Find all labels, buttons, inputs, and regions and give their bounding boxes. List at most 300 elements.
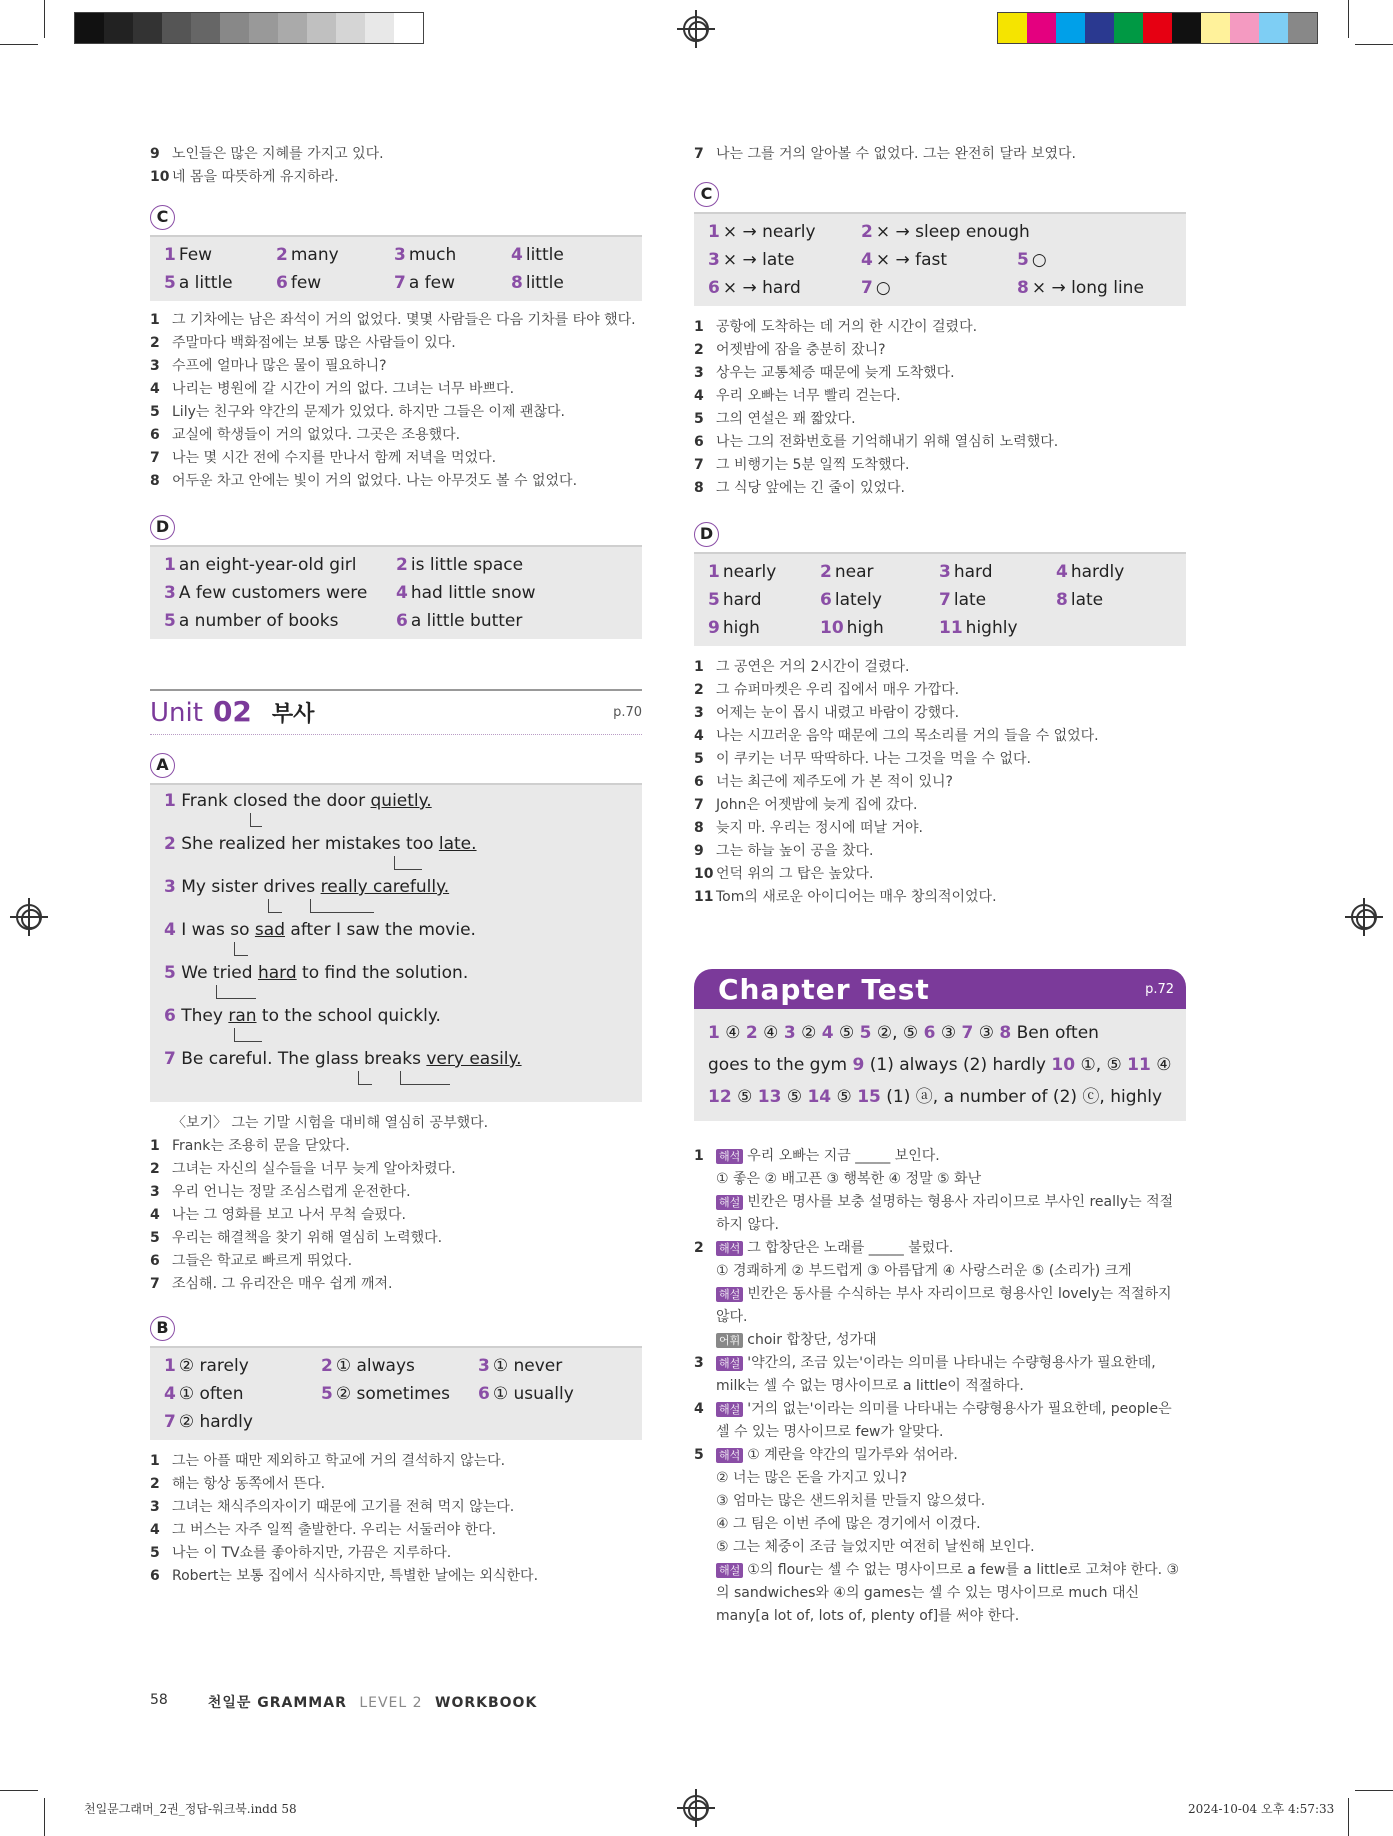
- answer-cell: [820, 590, 939, 610]
- list-item: [694, 385, 1186, 408]
- item-text: 나는 몇 시간 전에 수지를 만나서 함께 저녁을 먹었다.: [172, 450, 497, 466]
- answer-number: 5: [164, 611, 176, 631]
- list-item: [694, 840, 1186, 863]
- item-number: 3: [150, 1499, 160, 1515]
- explanation-item: [694, 1283, 1186, 1329]
- answer-text: ②: [801, 1023, 817, 1043]
- chapter-test-header: [694, 969, 1186, 1009]
- answer-cell: [939, 590, 1056, 610]
- crop-mark: [44, 1798, 45, 1836]
- item-text: 노인들은 많은 지혜를 가지고 있다.: [172, 146, 384, 162]
- answer-text: ②, ⑤: [876, 1023, 919, 1043]
- unit-header: [150, 689, 642, 735]
- registration-mark-icon: [1351, 904, 1377, 930]
- list-item: [694, 431, 1186, 454]
- explanation-item: [694, 1490, 1186, 1513]
- list-item: [694, 679, 1186, 702]
- crop-mark: [1355, 44, 1393, 45]
- item-number: 2: [694, 1240, 704, 1256]
- answer-text: a little: [178, 273, 233, 293]
- answer-number: 6: [396, 611, 408, 631]
- answer-text: ① usually: [492, 1384, 574, 1404]
- answer-text: ③: [940, 1023, 957, 1043]
- list-item: [694, 702, 1186, 725]
- print-slug-left: 천일문그래머_2권_정답-워크북.indd 58: [84, 1802, 297, 1816]
- list-item: [150, 1542, 642, 1565]
- item-number: 6: [694, 774, 704, 790]
- explanation-item: [694, 1444, 1186, 1467]
- item-text: 그 버스는 자주 일찍 출발한다. 우리는 서둘러야 한다.: [172, 1522, 497, 1538]
- item-text: 상우는 교통체증 때문에 늦게 도착했다.: [716, 365, 955, 381]
- explanation-item: [694, 1329, 1186, 1352]
- crop-mark: [44, 0, 45, 38]
- chapter-test-answer-box: [694, 1009, 1186, 1121]
- item-number: [694, 1559, 716, 1628]
- answer-cell: [708, 278, 861, 298]
- item-number: 8: [694, 480, 704, 496]
- item-text: 그는 하늘 높이 공을 찼다.: [716, 843, 874, 859]
- explanation-body: 우리 오빠는 지금 _____ 보인다.: [747, 1148, 940, 1164]
- item-number: 6: [694, 434, 704, 450]
- item-text: 나는 그를 거의 알아볼 수 없었다. 그는 완전히 달라 보였다.: [716, 146, 1077, 162]
- list-item: [150, 1473, 642, 1496]
- modified-word: quietly.: [370, 791, 432, 811]
- answer-text: hardly: [1070, 562, 1125, 582]
- answer-number: 5: [164, 273, 176, 293]
- answer-number: 10: [820, 618, 844, 638]
- list-item: [694, 886, 1186, 909]
- item-text: 우리 언니는 정말 조심스럽게 운전한다.: [172, 1184, 411, 1200]
- answer-cell: [276, 245, 394, 265]
- sentence-text: to find the solution.: [296, 963, 469, 983]
- item-number: 3: [150, 1184, 160, 1200]
- answer-text: nearly: [722, 562, 777, 582]
- answer-cell: [820, 562, 939, 582]
- list-item: [150, 1158, 642, 1181]
- answer-text: little: [525, 273, 564, 293]
- section-d-header: D: [150, 515, 642, 540]
- answer-number: 2: [276, 245, 288, 265]
- answer-text: lately: [834, 590, 882, 610]
- modification-arrow-icon: [250, 813, 262, 827]
- explanation-body: 빈칸은 동사를 수식하는 부사 자리이므로 형용사인 lovely는 적절하지 않다.: [716, 1286, 1172, 1325]
- item-text: 그 비행기는 5분 일찍 도착했다.: [716, 457, 910, 473]
- item-number: [694, 1260, 716, 1283]
- item-number: 4: [150, 1522, 160, 1538]
- explanation-body: 그 합창단은 노래를 _____ 불렀다.: [747, 1240, 954, 1256]
- color-swatch: [1143, 13, 1172, 43]
- page-number: 58: [150, 1692, 168, 1708]
- list-item: [150, 1204, 642, 1227]
- answer-text: Ben often: [1016, 1023, 1099, 1043]
- answer-cell: [820, 618, 939, 638]
- item-text: 네 몸을 따뜻하게 유지하라.: [172, 169, 339, 185]
- section-b-answer-box: [150, 1346, 642, 1440]
- answer-text: Few: [178, 245, 213, 265]
- answer-number: 4: [861, 250, 873, 270]
- answer-cell: [861, 250, 1017, 270]
- list-item: [150, 447, 642, 470]
- item-number: 4: [694, 388, 704, 404]
- answer-number: 4: [1056, 562, 1068, 582]
- sentence-text: My sister drives: [181, 877, 321, 897]
- item-number: 1: [694, 659, 704, 675]
- explanation-body: ③ 엄마는 많은 샌드위치를 만들지 않으셨다.: [716, 1493, 986, 1509]
- answer-text: little: [525, 245, 564, 265]
- list-item: [694, 477, 1186, 500]
- item-number: 4: [150, 381, 160, 397]
- color-swatch: [1114, 13, 1143, 43]
- item-text: 그들은 학교로 빠르게 뛰었다.: [172, 1253, 353, 1269]
- explanation-body: ① 좋은 ② 배고픈 ③ 행복한 ④ 정말 ⑤ 화난: [716, 1171, 982, 1187]
- answer-cell: [511, 273, 621, 293]
- explanation-tag: 해석: [716, 1448, 743, 1463]
- answer-text: ⑤: [838, 1023, 855, 1043]
- modification-arrow-icon: [234, 1028, 262, 1042]
- explanation-text: [716, 1260, 1186, 1283]
- answer-cell: [394, 245, 511, 265]
- item-number: 9: [694, 843, 704, 859]
- item-number: 5: [694, 411, 704, 427]
- item-text: 우리는 해결책을 찾기 위해 열심히 노력했다.: [172, 1230, 443, 1246]
- item-text: Robert는 보통 집에서 식사하지만, 특별한 날에는 외식한다.: [172, 1568, 539, 1584]
- answer-cell: [1056, 562, 1166, 582]
- item-number: [694, 1490, 716, 1513]
- item-number: 2: [150, 1476, 160, 1492]
- item-number: 1: [150, 1138, 160, 1154]
- color-swatch: [1288, 13, 1317, 43]
- explanation-body: ① 경쾌하게 ② 부드럽게 ③ 아름답게 ④ 사랑스러운 ⑤ (소리가) 크게: [716, 1263, 1132, 1279]
- list-item: [694, 817, 1186, 840]
- explanation-text: [716, 1352, 1186, 1398]
- answer-number: 4: [511, 245, 523, 265]
- answer-cell: [708, 222, 861, 242]
- explanation-item: [694, 1398, 1186, 1444]
- answer-number: 3: [783, 1023, 796, 1043]
- section-d-answer-box: [150, 545, 642, 639]
- answer-number: 1: [708, 222, 720, 242]
- answer-cell: [396, 555, 626, 575]
- answer-cell: [511, 245, 621, 265]
- sentence-number: 7: [164, 1049, 176, 1069]
- answer-text: near: [834, 562, 874, 582]
- explanation-item: [694, 1237, 1186, 1260]
- item-text: 언덕 위의 그 탑은 높았다.: [716, 866, 874, 882]
- item-text: 늦지 마. 우리는 정시에 떠날 거야.: [716, 820, 923, 836]
- answer-text: high: [846, 618, 884, 638]
- section-c-header: C: [694, 182, 1186, 207]
- registration-mark-icon: [16, 904, 42, 930]
- explanation-item: [694, 1168, 1186, 1191]
- answer-number: 11: [939, 618, 963, 638]
- answer-text: hard: [953, 562, 993, 582]
- explanation-text: [716, 1398, 1186, 1444]
- explanation-tag: 해설: [716, 1195, 743, 1210]
- answer-text: × → long line: [1031, 278, 1144, 298]
- sentence-item: [164, 1006, 628, 1049]
- answer-cell: [164, 611, 396, 631]
- answer-text: ② sometimes: [335, 1384, 451, 1404]
- answer-number: 5: [708, 590, 720, 610]
- sentence-number: 2: [164, 834, 176, 854]
- continued-answers: [150, 143, 642, 189]
- answer-text: high: [722, 618, 760, 638]
- item-text: 나는 그 영화를 보고 나서 무척 슬펐다.: [172, 1207, 407, 1223]
- answer-text: is little space: [410, 555, 524, 575]
- answer-number: 2: [861, 222, 873, 242]
- answer-number: 7: [164, 1412, 176, 1432]
- sentence-number: 1: [164, 791, 176, 811]
- item-number: 4: [694, 1401, 704, 1417]
- answer-text: (1) ⓐ, a number of (2) ⓒ, highly: [886, 1087, 1163, 1107]
- section-a-answer-box: [150, 783, 642, 1102]
- item-number: 6: [150, 1253, 160, 1269]
- gray-swatch: [336, 13, 365, 43]
- answer-text: late: [953, 590, 987, 610]
- list-item: [694, 143, 1186, 166]
- answer-cell: [478, 1356, 628, 1376]
- answer-number: 5: [321, 1384, 333, 1404]
- answer-number: 7: [861, 278, 873, 298]
- item-number: 1: [694, 319, 704, 335]
- list-item: [150, 309, 642, 332]
- explanation-text: [716, 1513, 1186, 1536]
- list-item: [150, 470, 642, 493]
- gray-swatch: [220, 13, 249, 43]
- book-level: LEVEL 2: [359, 1695, 423, 1711]
- answer-cell: [478, 1384, 628, 1404]
- answer-number: 5: [859, 1023, 872, 1043]
- list-item: [150, 1112, 642, 1135]
- item-text: 나리는 병원에 갈 시간이 거의 없다. 그녀는 너무 바쁘다.: [172, 381, 515, 397]
- answer-cell: [396, 583, 626, 603]
- item-number: 5: [150, 1545, 160, 1561]
- item-number: 8: [694, 820, 704, 836]
- sentence-text: They: [181, 1006, 229, 1026]
- gray-swatch: [75, 13, 104, 43]
- item-text: 나는 시끄러운 음악 때문에 그의 목소리를 거의 들을 수 없었다.: [716, 728, 1099, 744]
- item-number: 10: [694, 866, 714, 882]
- item-text: 나는 이 TV쇼를 좋아하지만, 가끔은 지루하다.: [172, 1545, 452, 1561]
- item-text: 조심해. 그 유리잔은 매우 쉽게 깨져.: [172, 1276, 393, 1292]
- item-number: 7: [694, 457, 704, 473]
- item-text: 그는 아플 때만 제외하고 학교에 거의 결석하지 않는다.: [172, 1453, 506, 1469]
- chapter-test-page-ref: p.72: [1145, 981, 1174, 997]
- answer-text: goes to the gym: [708, 1055, 848, 1075]
- item-number: 7: [150, 1276, 160, 1292]
- answer-cell: [321, 1356, 478, 1376]
- chapter-test-title: Chapter Test: [718, 972, 930, 1006]
- item-text: 너는 최근에 제주도에 가 본 적이 있니?: [716, 774, 953, 790]
- list-item: [694, 362, 1186, 385]
- explanation-body: ① 계란을 약간의 밀가루와 섞어라.: [747, 1447, 958, 1463]
- answer-number: 2: [820, 562, 832, 582]
- explanation-body: '거의 없는'이라는 의미를 나타내는 수량형용사가 필요한데, people은 셀 수 있는 명사이므로 few가 알맞다.: [716, 1401, 1172, 1440]
- list-item: [694, 863, 1186, 886]
- item-text: 수프에 얼마나 많은 물이 필요하니?: [172, 358, 387, 374]
- list-item: [694, 339, 1186, 362]
- answer-cell: [164, 273, 276, 293]
- explanation-item: [694, 1352, 1186, 1398]
- item-number: [694, 1191, 716, 1237]
- item-number: 2: [150, 335, 160, 351]
- item-number: 3: [694, 1355, 704, 1371]
- item-text: 우리 오빠는 너무 빨리 걷는다.: [716, 388, 901, 404]
- modification-arrow-icon: [310, 899, 374, 913]
- explanation-item: [694, 1260, 1186, 1283]
- page-footer: [150, 1692, 537, 1712]
- answer-text: ① never: [492, 1356, 563, 1376]
- answer-cell: [164, 1356, 321, 1376]
- item-number: 5: [694, 751, 704, 767]
- item-number: 6: [150, 427, 160, 443]
- modified-word: ran: [228, 1006, 257, 1026]
- sentence-item: [164, 877, 628, 920]
- crop-mark: [1355, 1790, 1393, 1791]
- answer-number: 5: [1017, 250, 1029, 270]
- answer-text: highly: [965, 618, 1018, 638]
- explanation-body: 빈칸은 명사를 보충 설명하는 형용사 자리이므로 부사인 really는 적절하지 않다.: [716, 1194, 1174, 1233]
- explanation-tag: 해설: [716, 1287, 743, 1302]
- sentence-text: Be careful. The glass breaks: [181, 1049, 427, 1069]
- sentence-item: [164, 834, 628, 877]
- answer-text: ② hardly: [178, 1412, 253, 1432]
- right-column: [694, 143, 1186, 1628]
- answer-text: ○: [1031, 250, 1047, 270]
- explanation-text: [716, 1490, 1186, 1513]
- answer-cell: [164, 245, 276, 265]
- explanation-body: ② 너는 많은 돈을 가지고 있니?: [716, 1470, 907, 1486]
- answer-text: × → hard: [722, 278, 801, 298]
- answer-number: 4: [821, 1023, 834, 1043]
- modified-word: very easily.: [426, 1049, 522, 1069]
- registration-mark-icon: [683, 1795, 709, 1821]
- item-number: 7: [694, 146, 704, 162]
- item-text: 주말마다 백화점에는 보통 많은 사람들이 있다.: [172, 335, 456, 351]
- modification-arrow-icon: [358, 1071, 372, 1085]
- item-text: 공항에 도착하는 데 거의 한 시간이 걸렸다.: [716, 319, 978, 335]
- list-item: [694, 408, 1186, 431]
- gray-swatch: [249, 13, 278, 43]
- modified-word: late.: [438, 834, 477, 854]
- list-item: [150, 378, 642, 401]
- item-number: 7: [694, 797, 704, 813]
- answer-number: 1: [708, 1023, 720, 1043]
- color-swatch: [1172, 13, 1201, 43]
- item-number: [694, 1329, 716, 1352]
- answer-number: 8: [1017, 278, 1029, 298]
- gray-swatch: [365, 13, 394, 43]
- answer-cell: [164, 1384, 321, 1404]
- left-column: [150, 143, 642, 1588]
- section-c-translations: [694, 316, 1186, 500]
- answer-text: ⑤: [737, 1087, 753, 1107]
- answer-cell: [1017, 278, 1177, 298]
- explanation-item: [694, 1513, 1186, 1536]
- explanation-text: [716, 1329, 1186, 1352]
- unit-page-ref: p.70: [613, 705, 642, 720]
- gray-swatch: [191, 13, 220, 43]
- answer-cell: [708, 562, 820, 582]
- color-swatch: [1259, 13, 1288, 43]
- answer-text: an eight-year-old girl: [178, 555, 357, 575]
- item-number: 10: [150, 169, 170, 185]
- answer-text: a number of books: [178, 611, 339, 631]
- item-text: Frank는 조용히 문을 닫았다.: [172, 1138, 350, 1154]
- answer-number: 3: [708, 250, 720, 270]
- book-part: WORKBOOK: [435, 1695, 538, 1711]
- answer-cell: [394, 273, 511, 293]
- explanation-text: [716, 1168, 1186, 1191]
- explanation-text: [716, 1536, 1186, 1559]
- modified-word: sad: [254, 920, 285, 940]
- item-text: 교실에 학생들이 거의 없었다. 그곳은 조용했다.: [172, 427, 461, 443]
- item-number: 1: [150, 1453, 160, 1469]
- item-text: 그 공연은 거의 2시간이 걸렸다.: [716, 659, 910, 675]
- list-item: [694, 771, 1186, 794]
- gray-swatch: [394, 13, 423, 43]
- item-number: 2: [694, 682, 704, 698]
- crop-mark: [0, 44, 38, 45]
- explanation-item: [694, 1467, 1186, 1490]
- color-swatch: [1085, 13, 1114, 43]
- list-item: [694, 748, 1186, 771]
- answer-number: 6: [276, 273, 288, 293]
- explanation-body: ①의 flour는 셀 수 없는 명사이므로 a few를 a little로 고쳐야 한다. ③의 sandwiches와 ④의 games는 셀 수 있는 명사이므로 much 대신 many[a lot of, lots of, plenty of]를 써야 한다.: [716, 1562, 1180, 1624]
- sentence-text: She realized her mistakes too: [181, 834, 439, 854]
- answer-text: ③: [978, 1023, 994, 1043]
- answer-cell: [396, 611, 626, 631]
- item-text: 그 기차에는 남은 좌석이 거의 없었다. 몇몇 사람들은 다음 기차를 타야 했다.: [172, 312, 636, 328]
- item-text: 〈보기〉 그는 기말 시험을 대비해 열심히 공부했다.: [172, 1115, 489, 1131]
- item-number: 3: [150, 358, 160, 374]
- answer-cell: [164, 583, 396, 603]
- answer-cell: [1017, 222, 1177, 242]
- answer-number: 6: [923, 1023, 936, 1043]
- section-d-translations: [694, 656, 1186, 909]
- answer-text: ① always: [335, 1356, 415, 1376]
- explanation-text: [716, 1237, 1186, 1260]
- answer-line: [708, 1081, 1172, 1113]
- explanation-item: [694, 1536, 1186, 1559]
- list-item: [150, 1450, 642, 1473]
- answer-text: ⑤: [786, 1087, 803, 1107]
- answer-cell: [164, 555, 396, 575]
- list-item: [150, 1181, 642, 1204]
- list-item: [694, 725, 1186, 748]
- color-swatch: [1201, 13, 1230, 43]
- answer-cell: [939, 562, 1056, 582]
- answer-text: ② rarely: [178, 1356, 249, 1376]
- item-text: 나는 그의 전화번호를 기억해내기 위해 열심히 노력했다.: [716, 434, 1059, 450]
- answer-text: ⑤: [836, 1087, 852, 1107]
- section-d-header: D: [694, 522, 1186, 547]
- modification-arrow-icon: [394, 856, 422, 870]
- item-number: 3: [694, 705, 704, 721]
- list-item: [150, 166, 642, 189]
- section-a-header: A: [150, 753, 642, 778]
- item-text: 그 식당 앞에는 긴 줄이 있었다.: [716, 480, 905, 496]
- explanation-body: choir 합창단, 성가대: [747, 1332, 877, 1348]
- answer-number: 8: [999, 1023, 1012, 1043]
- unit-title: 부사: [271, 702, 315, 727]
- explanation-text: [716, 1559, 1186, 1628]
- item-number: 7: [150, 450, 160, 466]
- list-item: [694, 316, 1186, 339]
- answer-cell: [1017, 250, 1177, 270]
- answer-number: 10: [1051, 1055, 1076, 1075]
- answer-number: 7: [939, 590, 951, 610]
